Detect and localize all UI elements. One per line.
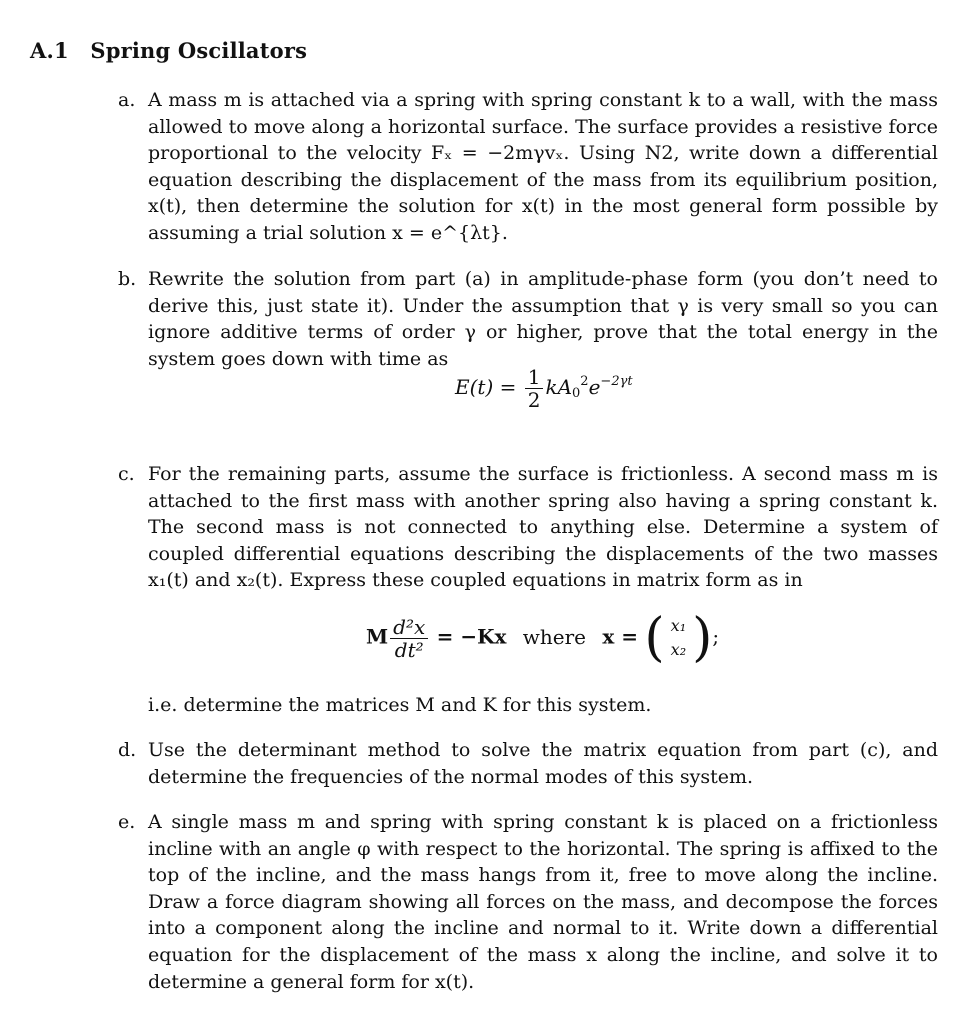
eq-rhs: kA [545,375,573,399]
problem-item-e [118,809,938,995]
left-paren: ( [644,608,665,668]
matrix-equation [366,608,720,668]
section-heading [30,38,307,63]
item-label: c. [118,463,135,485]
frac-num: 1 [525,366,544,389]
energy-equation [455,366,633,411]
matrix-M: M [366,624,389,649]
section-number: A.1 [30,38,69,63]
item-label: b. [118,268,137,290]
problem-item-d [118,737,938,790]
eq-exp: −2γt [600,374,633,389]
item-text: For the remaining parts, assume the surface is frictionless. A second mass m is attached to the first mass with another spring also having a spring constant k. The second mass is not connected to anything else. Determine a system of coupled differential equations describing the displacements of the two masses x₁(t) and x₂(t). Express these coupled equations in matrix form as in [148,463,938,592]
item-text: Use the determinant method to solve the matrix equation from part (c), and determine the frequencies of the normal modes of this system. [148,739,938,788]
item-text-after: i.e. determine the matrices M and K for this system. [148,694,652,716]
frac-den: dt² [394,637,424,662]
item-text: Rewrite the solution from part (a) in amplitude-phase form (you don’t need to derive this, just state it). Under the assumption that γ is very small so you can ignore additive terms of order γ or higher, prove that the total energy in the system goes down with time as [148,268,938,370]
matrix-fraction [390,616,428,661]
column-vector [671,614,686,662]
problem-item-b [118,266,938,372]
matrix-end: ; [712,624,720,649]
vec-x2: x₂ [670,640,687,659]
item-label: e. [118,811,136,833]
item-text: A single mass m and spring with spring constant k is placed on a frictionless incline with an angle φ with respect to the horizontal. The spring is affixed to the top of the incline, and the mass hangs from it, free to move along the incline. Draw a force diagram showing all forces on the mass, and decompose the forces into a component along the incline and normal to it. Write down a differential equation for the displacement of the mass x along the incline, and solve it to determine a general form for x(t). [148,811,938,993]
item-label: d. [118,739,137,761]
section-title: Spring Oscillators [90,38,308,63]
matrix-x-eq: x = [602,624,639,649]
problem-item-c-after [118,692,938,719]
vec-x1: x₁ [670,616,687,635]
eq-lhs: E(t) = [455,375,517,399]
item-text: A mass m is attached via a spring with spring constant k to a wall, with the mass allowed to move along a horizontal surface. The surface provides a resistive force proportional to the velocity Fₓ = −2mγvₓ. Using N2, write down a differential equation describing the displacement of the mass from its equilibrium position, x(t), then determine the solution for x(t) in the most general form possible by assuming a trial solution x = e^{λt}. [148,89,938,244]
eq-sub: 0 [572,386,581,401]
problem-item-a [118,87,938,247]
eq-exp-base: e [588,375,601,399]
matrix-mid: = −Kx [436,624,507,649]
frac-num: d²x [390,616,428,639]
problem-item-c [118,461,938,594]
frac-den: 2 [527,388,541,412]
eq-fraction [525,366,544,411]
item-label: a. [118,89,136,111]
right-paren: ) [692,608,713,668]
matrix-where: where [522,624,586,649]
eq-sup: 2 [580,374,589,389]
